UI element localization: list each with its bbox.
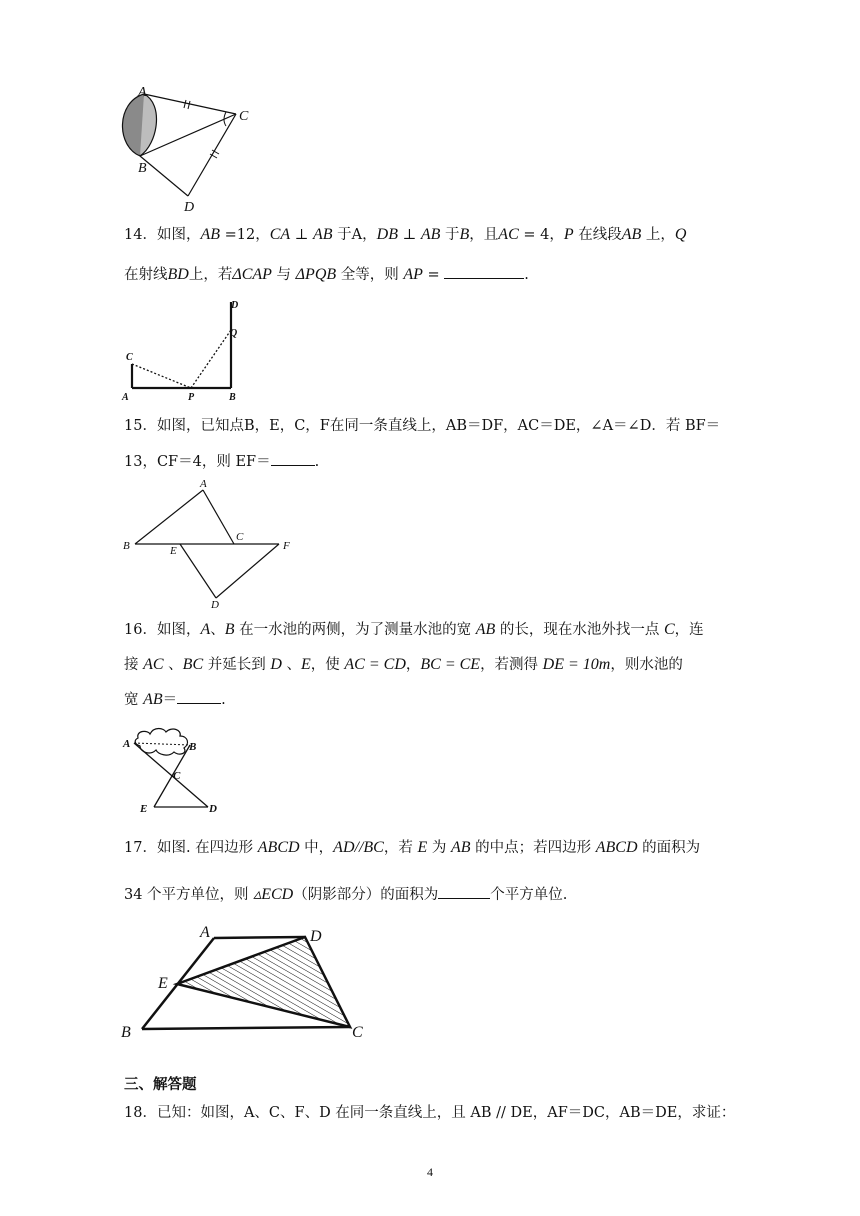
q15-label-a: A	[200, 478, 207, 490]
text: 上，	[641, 227, 675, 243]
math-triangle-pqb: ΔPQB	[295, 266, 337, 283]
text: 17．如图. 在四边形	[124, 840, 258, 856]
q16-label-c: C	[173, 770, 181, 782]
text: 与	[271, 267, 296, 283]
q16-label-b: B	[189, 741, 197, 753]
text: 、	[281, 657, 302, 673]
q15-line-2	[124, 451, 744, 472]
math-ap: AP	[403, 266, 423, 283]
math-ad-parallel-bc: AD//BC	[333, 839, 384, 856]
q17-line-1	[124, 838, 744, 858]
q15-label-c: C	[236, 531, 244, 543]
q15-label-b: B	[123, 540, 130, 552]
text: （阴影部分）的面积为	[293, 887, 439, 903]
q13-label-a: A	[138, 85, 147, 100]
q15-line-1: 15．如图，已知点B，E，C，F在同一条直线上，AB＝DF，AC＝DE，∠A＝∠D．若 BF＝	[124, 418, 721, 434]
text: =	[422, 267, 445, 283]
q17-line-2	[124, 884, 744, 905]
text: ，连	[674, 622, 704, 638]
text: 并延长到	[203, 657, 271, 673]
math-e: E	[417, 839, 428, 856]
q16-line-1	[124, 620, 744, 640]
q14-number: 14．如图，	[124, 227, 201, 243]
text: 13，CF＝4，则 EF＝	[124, 454, 271, 470]
text: ⊥	[398, 227, 421, 243]
q14-label-c: C	[126, 352, 133, 363]
answer-blank[interactable]	[444, 264, 524, 279]
text: = 4，	[518, 227, 564, 243]
text: 34 个平方单位，则	[124, 887, 254, 903]
text: 上，若	[188, 267, 233, 283]
math-ac-eq-cd: AC = CD	[344, 656, 406, 673]
q16-label-a: A	[123, 738, 131, 750]
q16-label-d: D	[209, 803, 217, 815]
q15-label-e: E	[170, 545, 177, 557]
math-ab: AB	[450, 839, 471, 856]
text: 的长，现在水池外找一点	[495, 622, 664, 638]
q15-label-d: D	[211, 599, 219, 611]
math-ca: CA	[269, 226, 291, 243]
q16-label-e: E	[140, 803, 148, 815]
q16-line-2	[124, 655, 744, 675]
text: .	[524, 267, 529, 283]
page-number: 4	[427, 1165, 433, 1179]
q14-label-p: P	[188, 392, 195, 403]
q17-label-a: A	[200, 924, 210, 941]
q14-line-1	[124, 225, 744, 245]
text: 为	[427, 840, 451, 856]
text: 全等，则	[336, 267, 404, 283]
text: ，若测得	[480, 657, 543, 673]
section-heading: 三、解答题	[124, 1077, 197, 1093]
text: 在一水池的两侧，为了测量水池的宽	[234, 622, 476, 638]
q18-line-1: 18．已知：如图，A、C、F、D 在同一条直线上，且 AB // DE，AF＝DC，AB＝DE，求证：	[124, 1105, 736, 1121]
text: 中，	[299, 840, 334, 856]
q14-label-b: B	[229, 392, 236, 403]
q13-label-c: C	[239, 109, 249, 124]
math-bd: BD	[167, 266, 189, 283]
text: 个平方单位.	[490, 887, 568, 903]
q15-figure	[118, 474, 303, 612]
math-ab: AB	[621, 226, 642, 243]
answer-blank[interactable]	[271, 451, 315, 466]
q17-label-c: C	[352, 1024, 363, 1040]
answer-blank[interactable]	[177, 689, 221, 704]
math-db: DB	[376, 226, 398, 243]
math-c: C	[664, 621, 675, 638]
text: .	[314, 454, 320, 470]
math-ab: AB	[420, 226, 441, 243]
text: 在射线	[124, 267, 168, 283]
text: 接	[124, 657, 144, 673]
text: ，且	[469, 227, 499, 243]
text: ，	[405, 657, 421, 673]
answer-blank[interactable]	[438, 884, 490, 899]
math-ab: AB	[143, 691, 163, 708]
q17-label-b: B	[121, 1024, 131, 1040]
q15-label-f: F	[283, 540, 290, 552]
math-d: D	[270, 656, 282, 673]
q17-figure	[118, 920, 370, 1040]
q14-label-d: D	[231, 300, 239, 311]
math-bc: BC	[182, 656, 204, 673]
math-e: E	[301, 656, 311, 673]
math-p: P	[563, 226, 574, 243]
q16-line-3	[124, 689, 744, 710]
q16-figure	[118, 722, 228, 818]
text: 于	[440, 227, 460, 243]
text: 在线段	[573, 227, 622, 243]
q17-label-d: D	[310, 928, 322, 945]
text: 的中点；若四边形	[470, 840, 596, 856]
math-q: Q	[674, 226, 687, 243]
q14-label-a: A	[122, 392, 129, 403]
text: ，使	[310, 657, 345, 673]
q13-label-b: B	[138, 161, 147, 176]
math-b: B	[459, 226, 470, 243]
math-ab: AB	[313, 226, 333, 243]
math-triangle-cap: ΔCAP	[232, 266, 272, 283]
text: 的面积为	[637, 840, 701, 856]
text: 宽	[124, 692, 144, 708]
text: ⊥	[290, 227, 314, 243]
text: .	[221, 692, 226, 708]
math-abcd: ABCD	[595, 839, 638, 856]
math-ac: AC	[498, 226, 519, 243]
math-b: B	[224, 621, 235, 638]
math-triangle-ecd: ▵ECD	[253, 886, 294, 903]
math-de: DE = 10m	[542, 656, 611, 673]
q14-figure	[118, 296, 248, 404]
text: 16．如图，	[124, 622, 201, 638]
math-ab: AB	[200, 226, 220, 243]
text: ＝	[162, 692, 178, 708]
math-ac: AC	[143, 656, 164, 673]
math-bc-eq-ce: BC = CE	[420, 656, 481, 673]
q13-label-d: D	[184, 200, 195, 212]
text: =12，	[220, 227, 270, 243]
math-ab: AB	[475, 621, 496, 638]
text: ，则水池的	[610, 657, 683, 673]
q17-label-e: E	[158, 975, 168, 992]
math-abcd: ABCD	[257, 839, 300, 856]
q14-label-q: Q	[230, 328, 238, 339]
text: ，若	[383, 840, 418, 856]
q13-figure	[118, 84, 268, 212]
math-a: A	[200, 621, 211, 638]
q14-line-2	[124, 264, 744, 285]
text: 、	[163, 657, 183, 673]
text: 、	[210, 622, 225, 638]
text: 于A，	[332, 227, 377, 243]
